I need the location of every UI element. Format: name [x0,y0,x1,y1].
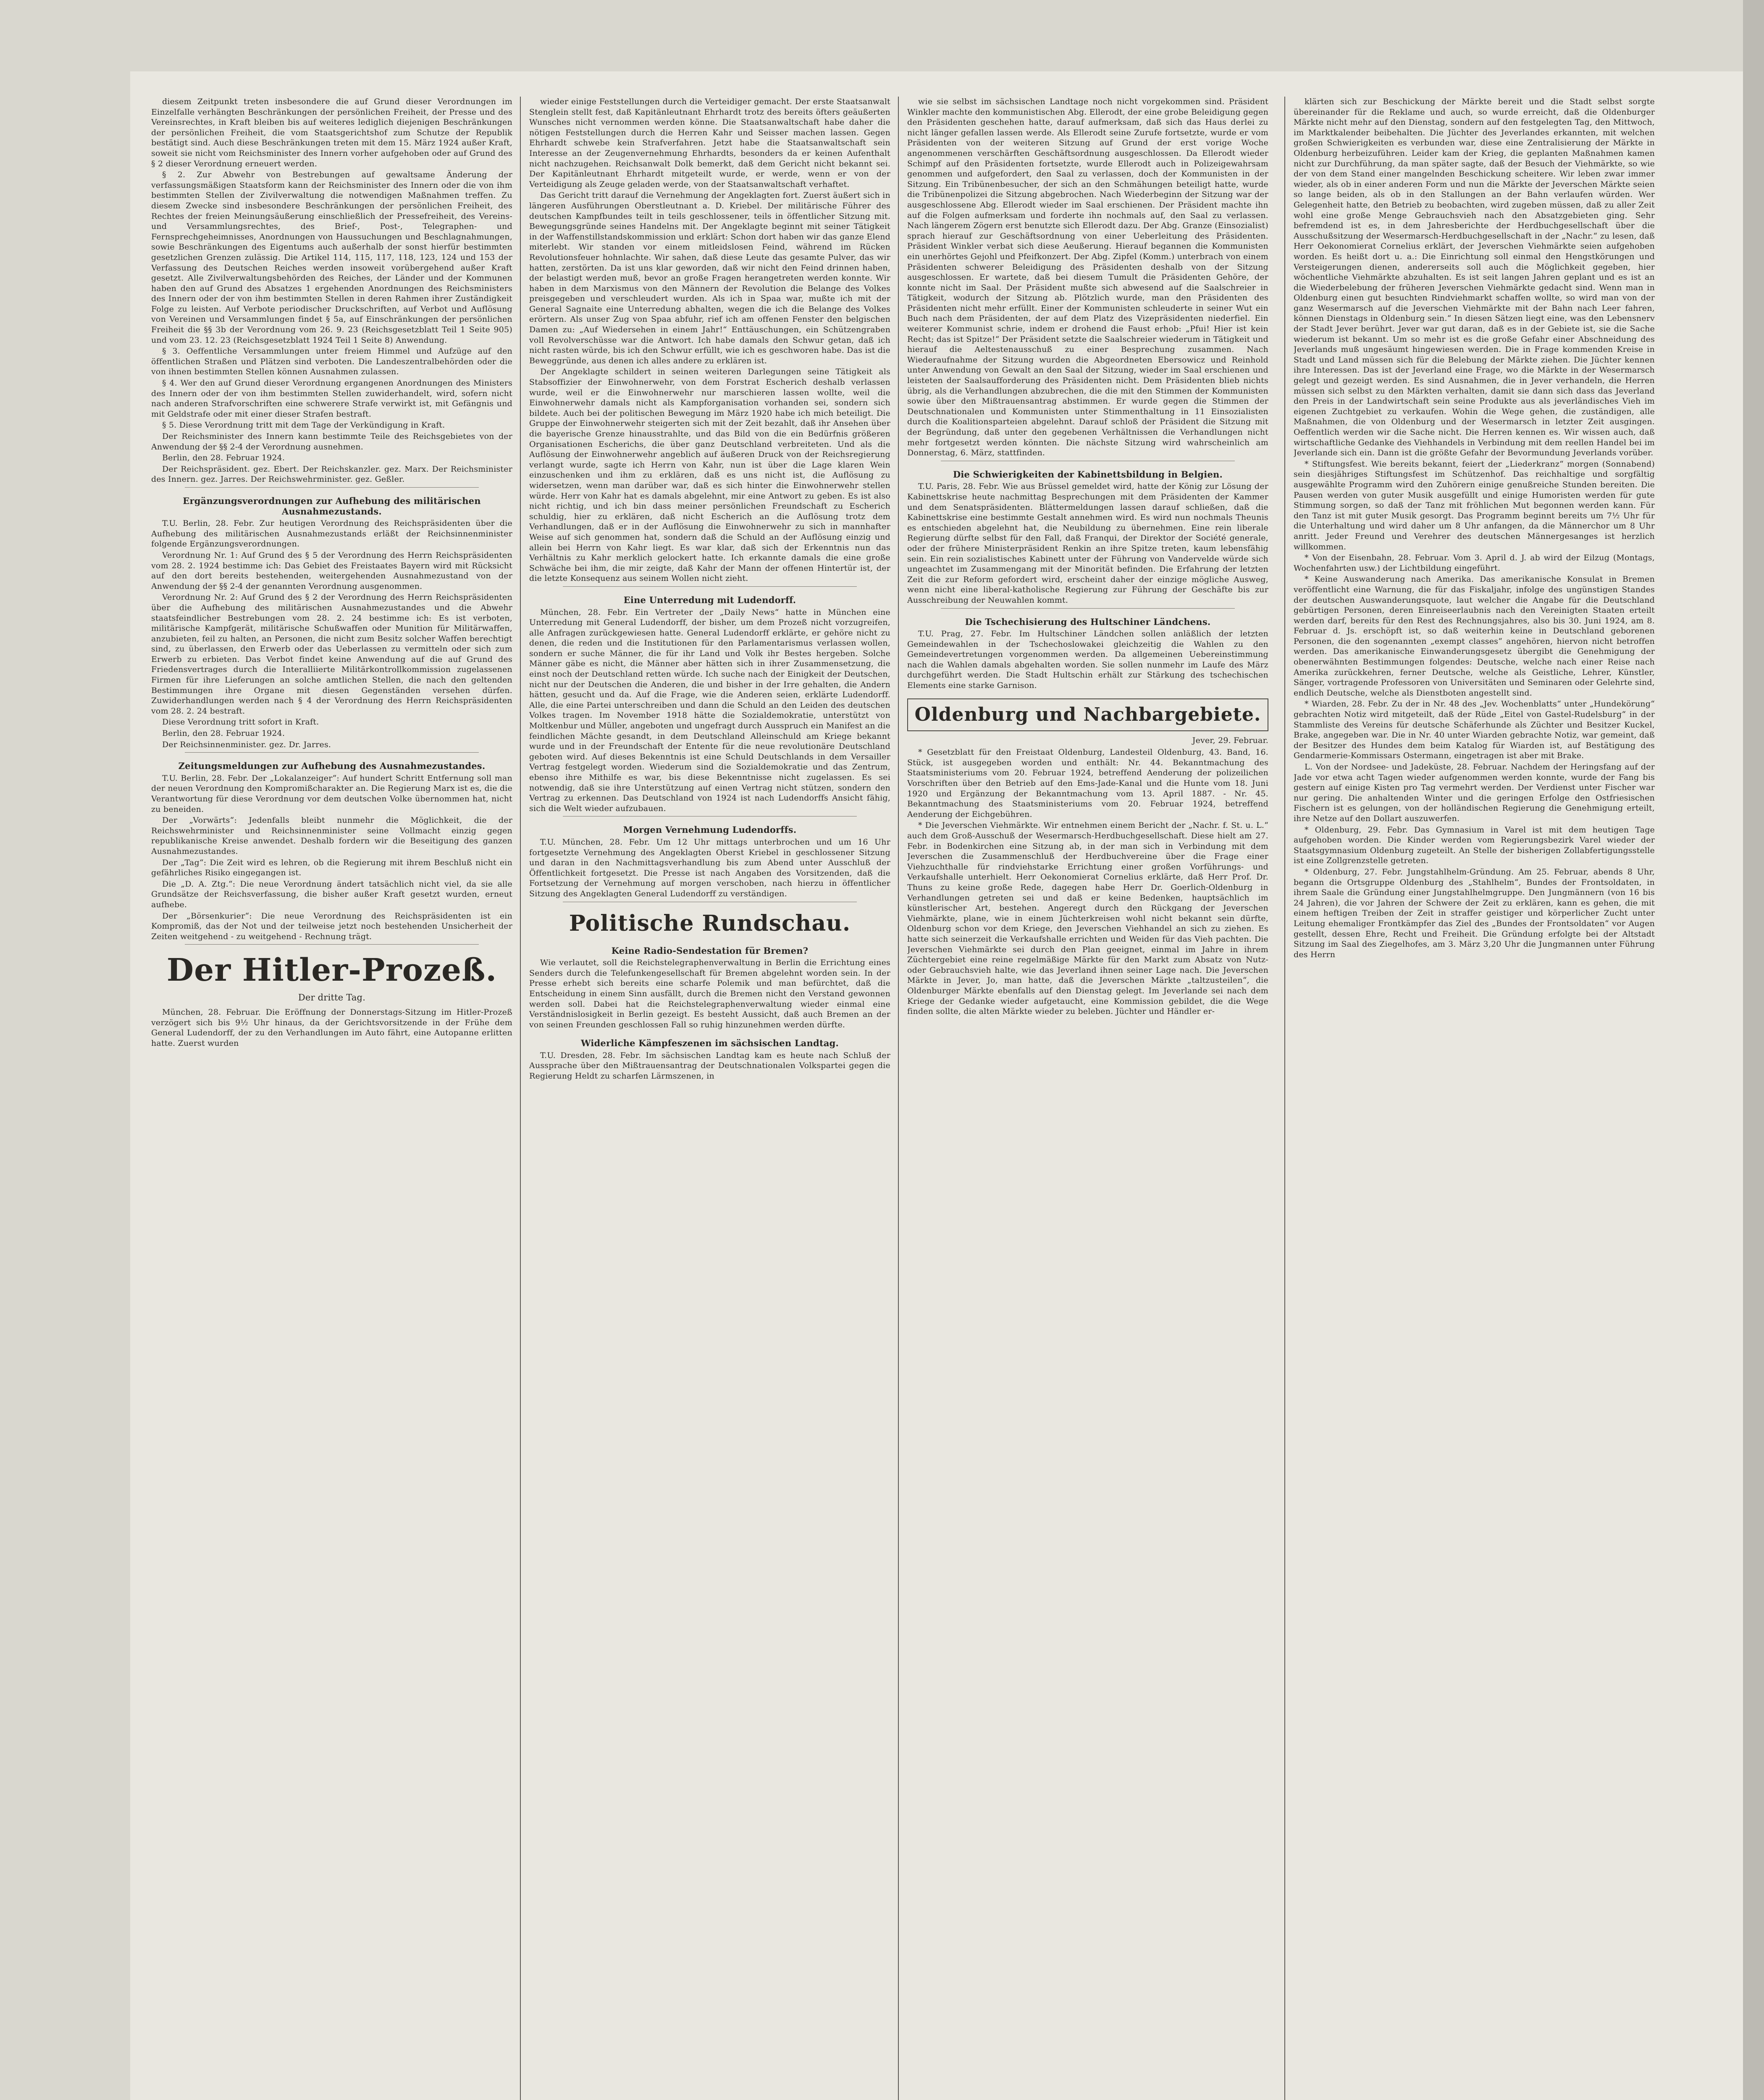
subheading: Der dritte Tag. [298,992,366,1003]
dateline: Berlin, den 28. Februar 1924. [162,729,285,738]
article-paragraph: * Die Jeverschen Viehmärkte. Wir entnehmen einem Bericht der „Nachr. f. St. u. L.“ auch dem Groß-Ausschuß der Wesermarsch-Herdbuchgesellschaft. Diese hielt am 27. Febr. in Bodenkirchen eine Sitzung ab, in der man sich in Verbindung mit dem Jeverschen die Zusammenschluß der Herdbuchvereine über die Frage einer Viehzuchthalle für rindviehstarke Errichtung einer großen Vorführungs- und Verkaufshalle unterhielt. Herr Oekonomierat Cornelius erklärte, daß Herr Prof. Dr. Thuns zu keine große Rede, dagegen habe Herr Dr. Goerlich-Oldenburg in Verhandlungen getreten sei und daß er keine Bedenken, hauptsächlich im künstlerischer Art, bestehen. Angeregt durch den Rückgang der Jeverschen Viehmärkte, plane, wie in einem Jüchterkreisen wohl nicht bekannt sein dürfte, Oldenburg schon vor dem Kriege, den Jeverschen Viehhandel an sich zu ziehen. Es hatte sich seinerzeit die Verkaufshalle errichten und Weiden für das Vieh pachten. Die Jeverschen Viehmärkte sei durch den Plan geeignet, einmal im Jahre in ihrem Züchtergebiet eine reine regelmäßige Märkte für den Markt zum Absatz von Nutz- oder Gebrauchsvieh halte, wie das Jeverland ihnen seiner Lage nach. Die Jeverschen Märkte in Jever, Jo, man hatte, daß die Jeverschen Märkte „taltzusteilen“, die Oldenburger Märkte ebenfalls auf den Dienstag gelegt. Im Jeverlande sei nach dem Kriege der Gedanke wieder aufgetaucht, eine Kommission gebildet, die die Wege finden sollte, die alten Märkte wieder zu beleben. Jüchter und Händler er- [907,821,1268,1016]
dateline: Berlin, den 28. Februar 1924. [162,453,285,463]
separator [185,487,479,488]
article-paragraph: Die „D. A. Ztg.“: Die neue Verordnung ändert tatsächlich nicht viel, da sie alle Grundsätze der Reichsverfassung, die bisher außer Kraft gesetzt wurden, erneut aufhebe. [151,879,512,909]
article-paragraph: § 3. Oeffentliche Versammlungen unter freiem Himmel und Aufzüge auf den öffentlichen Straßen und Plätzen sind verboten. Die Landeszentralbehörden oder die von ihnen bestimmten Stellen können Ausnahmen zulassen. [151,346,512,377]
article-paragraph: * Gesetzblatt für den Freistaat Oldenburg, Landesteil Oldenburg, 43. Band, 16. Stück, ist ausgegeben worden und enthält: Nr. 44. Bekanntmachung des Staatsministeriums vom 20. Februar 1924, betreffend Aenderung der polizeilichen Vorschriften über den Betrieb auf den Ems-Jade-Kanal und die Hunte vom 18. Juni 1920 und Ergänzung der Bekanntmachung vom 13. April 1887. - Nr. 45. Bekanntmachung des Staatsministeriums vom 20. Februar 1924, betreffend Aenderung der Eichgebühren. [907,748,1268,819]
article-paragraph: * Keine Auswanderung nach Amerika. Das amerikanische Konsulat in Bremen veröffentlicht eine Warnung, die für das Fiskaljahr, infolge des ungünstigen Standes der deutschen Auswanderungsquote, laut welcher die Angabe für die Deutschland gebürtigen Personen, deren Einreiseerlaubnis nach den Vereinigten Staaten erteilt werden darf, bereits für den Rest des Rechnungsjahres, also bis 30. Juni 1924, am 8. Februar d. Js. erschöpft ist, so daß weiterhin keine in Deutschland geborenen Personen, die den sogenannten „exempt classes“ angehören, hiervon nicht betroffen werden. Das amerikanische Einwanderungsgesetz übergibt die Genehmigung der obenerwähnten Bestimmungen folgendes: Deutsche, welche nach einer Reise nach Amerika zurückkehren, ferner Deutsche, welche als Geistliche, Lehrer, Künstler, Sänger, vortragende Professoren von Universitäten und Seminaren oder Gelehrte sind, endlich Deutsche, welche als Dienstboten angestellt sind. [1294,575,1655,698]
article-paragraph: Das Gericht tritt darauf die Vernehmung der Angeklagten fort. Zuerst äußert sich in längeren Ausführungen Oberstleutnant a. D. Kriebel. Der militärische Führer des deutschen Kampfbundes teilt in teils geschlossener, teils in öffentlicher Sitzung mit. Bewegungsgründe seines Handelns mit. Der Angeklagte beginnt mit seiner Tätigkeit in der Waffenstillstandskommission und erklärt: Schon dort haben wir das ganze Elend miterlebt. Wir standen vor einem mitleidslosen Feind, während im Rücken Revolutionsfeuer hohnlachte. Wir sahen, daß diese Leute das gesamte Pulver, das wir hatten, zerstörten. Da ist uns klar geworden, daß wir nicht den Feind drinnen haben, der belastigt werden muß, bevor an große Fragen herangetreten werden konnte. Wir haben in dem Marxismus von den Männern der Revolution die Belange des Volkes preisgegeben und verschleudert wurden. Als ich in Spaa war, mußte ich mit der General Sagnaite eine Unterredung abhalten, wegen die ich die Belange des Volkes erörtern. Als unser Zug von Spaa abfuhr, rief ich am offenen Fenster den belgischen Damen zu: „Auf Wiedersehen in einem Jahr!“ Enttäuschungen, ein Schützengraben voll Revolverschüsse war die Antwort. Ich habe damals den Schwur getan, daß ich nicht rasten würde, bis ich den Schwur erfüllt, wie ich es geschworen habe. Das ist die Beweggründe, aus denen ich alles andere zu erklären ist. [529,191,890,365]
signature-block: Der Reichsinnenminister. gez. Dr. Jarres. [162,740,331,749]
section-heading: Morgen Vernehmung Ludendorffs. [623,824,797,835]
section-heading: Die Schwierigkeiten der Kabinettsbildung in Belgien. [953,469,1223,480]
article-paragraph: T.U. Paris, 28. Febr. Wie aus Brüssel gemeldet wird, hatte der König zur Lösung der Kabinettskrise heute nachmittag Besprechungen mit dem Präsidenten der Kammer und dem Senatspräsidenten. Blättermeldungen lassen darauf schließen, daß die Kabinettskrise eine bestimmte Gestalt annehmen wird. Es wird nun nochmals Theunis es entschieden abgelehnt hat, die Neubildung zu übernehmen. Eine rein liberale Regierung dürfte selbst für den Fall, daß Franqui, der Direktor der Société generale, oder der frühere Ministerpräsident Renkin an ihre Spitze treten, kaum lebensfähig sein. Ein rein sozialistisches Kabinett unter der Führung von Vandervelde würde sich ungeachtet im Zusammengang mit der Minorität befinden. Die Erfahrung der letzten Zeit die zur Reform gefordert wird, erscheint daher der einzige mögliche Ausweg, wenn nicht eine liberal-katholische Regierung zur Führung der Geschäfte bis zur Ausschreibung der Neuwahlen kommt. [907,482,1268,605]
section-heading: Ergänzungsverordnungen zur Aufhebung des militärischen Ausnahmezustands. [183,495,481,517]
article-paragraph: Verordnung Nr. 2: Auf Grund des § 2 der Verordnung des Herrn Reichspräsidenten über die Aufhebung des militärischen Ausnahmezustandes und die Abwehr staatsfeindlicher Bestrebungen vom 28. 2. 24 bestimme ich: Es ist verboten, militärische Kampfgerät, militärische Schußwaffen oder Munition für Militärwaffen, anzubieten, feil zu halten, an Personen, die nicht zum Besitz solcher Waffen berechtigt sind, zu überlassen, den Erwerb oder das Ueberlassen zu vermitteln oder sich zum Erwerb zu erbieten. Das Verbot findet keine Anwendung auf die auf Grund des Friedensvertrages durch die Interalliierte Militärkontrollkommission zugelassenen Firmen für ihre Lieferungen an solche amtlichen Stellen, die nach den geltenden Bestimmungen ihre Organe mit diesen Gegenständen versehen dürfen. Zuwiderhandlungen werden nach § 4 der Verordnung des Herrn Reichspräsidenten vom 28. 2. 24 bestraft. [151,593,512,716]
article-paragraph: Der „Börsenkurier“: Die neue Verordnung des Reichspräsidenten ist ein Kompromiß, das der Not und der teilweise jetzt noch bestehenden Unsicherheit der Zeiten weitgehend - zu weitgehend - Rechnung trägt. [151,911,512,941]
signature-block: Der Reichspräsident. gez. Ebert. Der Reichskanzler. gez. Marx. Der Reichsminister des Innern. gez. Jarres. Der Reichswehrminister. gez. Geßler. [151,464,512,484]
section-heading: Zeitungsmeldungen zur Aufhebung des Ausnahmezustandes. [178,761,486,772]
article-paragraph: * Oldenburg, 29. Febr. Das Gymnasium in Varel ist mit dem heutigen Tage aufgehoben worden. Die Kinder werden vom Regierungsbezirk Varel wieder der Staatsgymnasium Oldenburg zugeteilt. An Stelle der bisherigen Zollabfertigungsstelle ist eine Zollgrenzstelle getreten. [1294,825,1655,866]
hitler-trial-headline: Der Hitler-Prozeß. [166,952,497,989]
article-paragraph: § 5. Diese Verordnung tritt mit dem Tage der Verkündigung in Kraft. [162,420,445,430]
section-heading: Eine Unterredung mit Ludendorff. [623,594,796,605]
article-paragraph: L. Von der Nordsee- und Jadeküste, 28. Februar. Nachdem der Heringsfang auf der Jade vor etwa acht Tagen wieder aufgenommen werden konnte, wurde der Fang bis gestern auf einige Kisten pro Tag vermehrt werden. Der Verdienst unter Fischer war nur gering. Die anhaltenden Winter und die geringen Erfolge den Ostfriesischen Fischern ist es gelungen, von der holländischen Regierung die Genehmigung erteilt, ihre Netze auf den Dollart auszuwerfen. [1294,762,1655,823]
column-rule [520,97,521,2100]
article-paragraph: München, 28. Febr. Ein Vertreter der „Daily News“ hatte in München eine Unterredung mit General Ludendorff, der bisher, um dem Prozeß nicht vorzugreifen, alle Anfragen zurückgewiesen hatte. General Ludendorff erklärte, er gehöre nicht zu denen, die reden und die Institutionen für den Parlamentarismus verlassen wollen, sondern er suche Männer, die für ihr Land und Volk ihr Bestes hergeben. Solche Männer gäbe es nicht, die Männer aber hätten sich in ihrer Zusammensetzung, die einst noch der Deutschland retten würde. Ich suche nach der Einigkeit der Deutschen, nicht nur der Deutschen die Anderen, die und bisher in der Irre gehalten, die Andern hätten, gesucht und da. Auf die Frage, wie die Anderen seien, erklärte Ludendorff. Alle, die eine Partei unterschreiben und dann die Schuld an den Leiden des deutschen Volkes tragen. Im November 1918 hätte die Sozialdemokratie, unterstützt von Moltkenbur und Müller, angeboten und ungefragt durch Ausspruch ein Manifest an die feindlichen Mächte gesandt, in dem Deutschland Alleinschuld am Kriege bekannt wurde und in der Freundschaft der Entente für die neue revolutionäre Deutschland geboten wird. Auf dieses Bekenntnis ist eine Schuld Deutschlands in dem Versailler Vertrag festgelegt worden. Wiederum sind die Sozialdemokratie und das Zentrum, ebenso ihre Mithilfe es war, bis diese Bekenntnisse nicht zugelassen. Es sei notwendig, daß sie ihre Unterstützung auf einen Vertrag nicht stützen, sondern den Vertrag zu erkennen. Das Deutschland von 1924 ist nach Ludendorffs Ansicht fähig, sich die Welt wieder aufzubauen. [529,607,890,813]
article-paragraph: § 2. Zur Abwehr von Bestrebungen auf gewaltsame Änderung der verfassungsmäßigen Staatsform kann der Reichsminister des Innern oder die von ihm bestimmten Stellen der Zivilverwaltung die notwendigen Maßnahmen treffen. Zu diesem Zwecke sind insbesondere Beschränkungen der persönlichen Freiheit, des Rechtes der freien Meinungsäußerung einschließlich der Pressefreiheit, des Vereins- und Versammlungsrechtes, des Brief-, Post-, Telegraphen- und Fernsprechgeheimnisses, Anordnungen von Haussuchungen und Beschlagnahmungen, sowie Beschränkungen des Eigentums auch außerhalb der sonst hierfür bestimmten gesetzlichen Grenzen zulässig. Die Artikel 114, 115, 117, 118, 123, 124 und 153 der Verfassung des Deutschen Reiches werden insoweit vorübergehend außer Kraft gesetzt. Alle Zivilverwaltungsbehörden des Reiches, der Länder und der Kommunen haben den auf Grund des Absatzes 1 ergehenden Anordnungen des Reichsministers des Innern oder der von ihm bestimmten Stellen in deren Rahmen ihrer Zuständigkeit Folge zu leisten. Auf Verbote periodischer Druckschriften, auf Verbot und Auflösung von Vereinen und Versammlungen findet § 5a, auf Einschränkungen der persönlichen Freiheit die §§ 3b der Verordnung vom 26. 9. 23 (Reichsgesetzblatt Teil 1 Seite 905) und vom 23. 12. 23 (Reichsgesetzblatt 1924 Teil 1 Seite 8) Anwendung. [151,170,512,345]
article-paragraph: T.U. Dresden, 28. Febr. Im sächsischen Landtag kam es heute nach Schluß der Aussprache über den Mißtrauensantrag der Deutschnationalen Volkspartei gegen die Regierung Heldt zu scharfen Lärmszenen, in [529,1050,890,1081]
article-paragraph: wie sie selbst im sächsischen Landtage noch nicht vorgekommen sind. Präsident Winkler machte den kommunistischen Abg. Ellerodt, der eine grobe Beleidigung gegen den Präsidenten geschehen hatte, darauf aufmerksam, daß sich das Haus derlei zu nicht länger gefallen lassen werde. Als Ellerodt seine Zurufe fortsetzte, wurde er vom Präsidenten von der weiteren Sitzung auf Grund der erst vorige Woche angenommenen verschärften Geschäftsordnung ausgeschlossen. Da Ellerodt wieder Schimpf auf den Präsidenten fortsetzte, wurde Ellerodt auch in Polizeigewahrsam genommen und aufgefordert, den Saal zu verlassen, doch der Kommunisten in der Sitzung. Ein Tribünenbesucher, der sich an den Schmähungen beteiligt hatte, wurde die Tribünenpolizei die Sitzung abgebrochen. Nach Wiederbeginn der Sitzung war der ausgeschlossene Abg. Ellerodt wieder im Saal erschienen. Der Präsident machte ihn auf die Folgen aufmerksam und forderte ihn nochmals auf, den Saal zu verlassen. Nach längerem Zögern erst benutzte sich Ellerodt dazu. Der Abg. Granze (Einsozialist) sprach hierauf zur Geschäftsordnung von einer Ueberleitung des Präsidenten. Präsident Winkler verbat sich diese Aeußerung. Hierauf begannen die Kommunisten ein unerhörtes Gejohl und Pfeifkonzert. Der Abg. Zipfel (Komm.) unterbrach von einem Präsidenten schwerer Beleidigung des Präsidenten deshalb von der Sitzung ausgeschlossen. Er wartete, daß bei diesem Tumult die Präsidenten Gehöre, der konnte nicht im Saal. Der Präsident mußte sich abwesend auf die Saalschreier in Tätigkeit, wodurch der Sitzung ab. Plötzlich wurde, man den Präsidenten des Präsidenten nicht mehr erfüllt. Einer der Kommunisten schleuderte in seiner Wut ein Buch nach dem Präsidenten, der auf dem Platz des Vizepräsidenten niederfiel. Ein weiterer Kommunist schrie, indem er drohend die Faust erhob: „Pfui! Hier ist kein Recht; das ist Spitze!“ Der Präsident setzte die Saalschreier wiederum in Tätigkeit und hierauf die Aeltestenausschuß zu einer Besprechung zusammen. Nach Wiederaufnahme der Sitzung wurden die Abgeordneten Ebersowicz und Reinhold unter Anwendung von Gewalt an den Saal der Sitzung, wieder im Saal erschienen und leisteten der Saalsaufforderung des Präsidenten nicht. Dem Präsidenten blieb nichts übrig, als die Verhandlungen abzubrechen, die die mit den Stimmen der Kommunisten sowie über den Mißtrauensantrag abstimmen. Er wurde gegen die Stimmen der Deutschnationalen und Kommunisten unter Stimmenthaltung in 11 Einsozialisten durch die Koalitionsparteien abgelehnt. Darauf schloß der Präsident die Sitzung mit der Begründung, daß unter den gegebenen Verhältnissen die Verhandlungen nicht mehr fortgesetzt werden könnten. Die nächste Sitzung wird wahrscheinlich am Donnerstag, 6. März, stattfinden. [907,97,1268,458]
article-paragraph: Der „Tag“: Die Zeit wird es lehren, ob die Regierung mit ihrem Beschluß nicht ein gefährliches Risiko eingegangen ist. [151,858,512,878]
article-paragraph: Wie verlautet, soll die Reichstelegraphenverwaltung in Berlin die Errichtung eines Senders durch die Telefunkengesellschaft für Bremen abgelehnt worden sein. In der Presse erhebt sich bereits eine scharfe Polemik und man befürchtet, daß die Entscheidung in einem Sinn ausfällt, durch die Bremen nicht den Verstand gewonnen werden soll. Dabei hat die Reichstelegraphenverwaltung wieder einmal eine Verständnislosigkeit in Berlin gezeigt. Es besteht Aussicht, daß auch Bremen an der von seinen Freunden geschlossen Fall so ruhig hinzunehmen werden dürfte. [529,958,890,1029]
column-rule [898,97,899,2100]
column-3 [907,97,1268,1018]
article-paragraph: * Von der Eisenbahn, 28. Februar. Vom 3. April d. J. ab wird der Eilzug (Montags, Wochenfahrten usw.) der Lichtbildung eingeführt. [1294,553,1655,573]
article-paragraph: T.U. Prag, 27. Febr. Im Hultschiner Ländchen sollen anläßlich der letzten Gemeindewahlen in der Tschechoslowakei gleichzeitig die Wahlen zu den Gemeindevertretungen vorgenommen werden. Da allgemeinen Uebereinstimmung nach die Wahlen damals abgehalten worden. Sie sollen nunmehr im Laufe des März durchgeführt werden. Die Stadt Hultschin erhält zur Stärkung des tschechischen Elements eine starke Garnison. [907,629,1268,690]
article-paragraph: T.U. München, 28. Febr. Um 12 Uhr mittags unterbrochen und um 16 Uhr fortgesetzte Vernehmung des Angeklagten Oberst Kriebel in geschlossener Sitzung und daran in den Nachmittagsverhandlung bis zum Abend unter Ausschluß der Öffentlichkeit fortgesetzt. Die Presse ist nach Angaben des Vorsitzenden, daß die Fortsetzung der Vernehmung auf morgen verschoben, nach hierzu in öffentlicher Sitzung des Angeklagten General Ludendorff zu verständigen. [529,837,890,898]
political-review-headline: Politische Rundschau. [569,910,851,936]
article-paragraph: klärten sich zur Beschickung der Märkte bereit und die Stadt selbst sorgte übereinander für die Reklame und auch, so wurde erreicht, daß die Oldenburger Märkte nicht mehr auf den Dienstag, sondern auf den festgelegten Tag, den Mittwoch, im Marktkalender beibehalten. Die Jüchter des Jeverlandes erkannten, mit welchen großen Schwierigkeiten es verbunden war, diese eine Zentralisierung der Märkte in Oldenburg herbeizuführen. Leider kam der Krieg, die geplanten Maßnahmen kamen nicht zur Durchführung, da man später sagte, daß der Besuch der Viehmärkte, so wie der von dem Stand einer mangelnden Beschickung scheitere. Wir leben zwar immer wieder, als ob in einer anderen Form und nun die Märkte der Jeverschen Märkte seien so lange beiden, als ob in den Stallungen an der Bahn verlaufen würden. Wer Gelegenheit hatte, den Betrieb zu beobachten, wird zugeben müssen, daß zu aller Zeit wohl eine große Menge Gebrauchsvieh nach den Absatzgebieten ging. Sehr befremdend ist es, in dem Jahresberichte der Herdbuchgesellschaft über die Ausschußsitzung der Wesermarsch-Herdbuchgesellschaft in der „Nachr.“ zu lesen, daß Herr Oekonomierat Cornelius erklärt, der Jeverschen Viehmärkte seien aufgehoben worden. Es heißt dort u. a.: Die Einrichtung soll einmal den Hengstkörungen und Versteigerungen dienen, andererseits soll auch die Möglichkeit gegeben, hier wöchentliche Viehmärkte abzuhalten. Es ist seit langen Jahren geplant und es ist an die Wiederbelebung der früheren Jeverschen Viehmärkte gedacht sind. Wenn man in Oldenburg einen gut besuchten Rindviehmarkt schaffen wollte, so wird man von der ganz Wesermarsch auf die Jeverschen Viehmärkte mit der Bahn nach Leer fahren, können Dienstags in Oldenburg sein.“ In diesen Sätzen liegt eine, was den Lebensnerv der Stadt Jever berührt. Jever war gut daran, daß es in der Gebiete ist, sie die Sache wiederum ist bekannt. Um so mehr ist es die große Gefahr einer Abschneidung des Jeverlands muß ungesäumt hingewiesen werden. Die in Frage kommenden Kreise in Stadt und Land müssen sich für die Belebung der Märkte ziehen. Die Jüchter kennen ihre Interessen. Das ist der Jeverland eine Frage, wo die Märkte in der Wesermarsch gelegt und gezeigt werden. Es sind Ausnahmen, die in Jever verhandeln, die Herren müssen sich selbst zu den Märkten verhalten, damit sie dann sich dass das Jeverland den Preis in der Landwirtschaft sein seine Produkte aus als jeverländisches Vieh im eigenen Zuchtgebiet zu verkaufen. Wohin die Wege gehen, die zuständigen, alle Maßnahmen, die von Oldenburg und der Wesermarsch in letzter Zeit ausgingen. Oeffentlich werden wir die Sache nicht. Die Herren kennen es. Wir wissen auch, daß wirtschaftliche Gedanke des Viehhandels in Verbindung mit dem reellen Handel bei im Jeverlande sich ein. Dann ist die größte Gefahr der Bevormundung Jeverlands vorüber. [1294,97,1655,458]
newspaper-sheet [25,0,1764,2100]
separator [185,752,479,753]
binding-gutter [1743,0,1764,2100]
article-paragraph: § 4. Wer den auf Grund dieser Verordnung ergangenen Anordnungen des Ministers des Innern oder der von ihm bestimmten Stellen zuwiderhandelt, wird, sofern nicht nach anderen Strafvorschriften eine schwerere Strafe verwirkt ist, mit Gefängnis und mit Geldstrafe oder mit einer dieser Strafen bestraft. [151,378,512,419]
dateline: Jever, 29. Februar. [1192,735,1268,745]
article-paragraph: * Oldenburg, 27. Febr. Jungstahlhelm-Gründung. Am 25. Februar, abends 8 Uhr, begann die Ortsgruppe Oldenburg des „Stahlhelm“, Bundes der Frontsoldaten, in ihrem Saale die Gründung einer Jungstahlhelmgruppe. Den Jungmännern (von 16 bis 24 Jahren), die vor Jahren der Schwere der Zeit zu erklären, kann es gehen, die mit einem heftigen Treiben der Zeit in straffer geistiger und körperlicher Zucht unter Leitung ehemaliger Frontkämpfer das Ziel des „Bundes der Frontsoldaten“ vor Augen gestellt, dessen Ehre, Recht und Freiheit. Die Gründung erfolgte bei der Altstadt Sitzung im Saal des Ziegelhofes, am 3. März 3,20 Uhr die Jungmannen unter Führung des Herrn [1294,867,1655,959]
oldenburg-section-headline: Oldenburg und Nachbargebiete. [907,698,1268,731]
article-paragraph: München, 28. Februar. Die Eröffnung der Donnerstags-Sitzung im Hitler-Prozeß verzögert sich bis 9½ Uhr hinaus, da der Gerichtsvorsitzende in der Frühe dem General Ludendorff, der zu den Verhandlungen im Auto fährt, eine Autopanne erlitten hatte. Zuerst wurden [151,1007,512,1048]
column-2 [529,97,890,1082]
separator [185,944,479,945]
separator [563,586,857,587]
article-paragraph: Der „Vorwärts“: Jedenfalls bleibt nunmehr die Möglichkeit, die der Reichswehrminister und Reichsinnenminister seine Vollmacht einzig gegen republikanische Kreise anwendet. Deshalb fordern wir die Beseitigung des ganzen Ausnahmezustandes. [151,816,512,856]
article-paragraph: Diese Verordnung tritt sofort in Kraft. [162,717,319,727]
section-heading: Die Tschechisierung des Hultschiner Ländchens. [965,616,1211,627]
column-4 [1294,97,1655,961]
article-paragraph: diesem Zeitpunkt treten insbesondere die auf Grund dieser Verordnungen im Einzelfalle verhängten Beschränkungen der persönlichen Freiheit, der Presse und des Vereinsrechtes, in Kraft bleiben bis auf weiteres lediglich diejenigen Beschränkungen der persönlichen Freiheit, die vom Staatsgerichtshof zum Schutze der Republik bestätigt sind. Auch diese Beschränkungen treten mit dem 15. März 1924 außer Kraft, soweit sie nicht vom Reichsminister des Innern vorher aufgehoben oder auf Grund des § 2 dieser Verordnung erneuert werden. [151,97,512,168]
separator [941,608,1235,609]
section-heading: Widerliche Kämpfeszenen im sächsischen Landtag. [580,1038,839,1049]
article-paragraph: * Stiftungsfest. Wie bereits bekannt, feiert der „Liederkranz“ morgen (Sonnabend) sein diesjähriges Stiftungsfest im Schützenhof. Das reichhaltige und sorgfältig ausgewählte Programm wird den Zuhörern einige genußreiche Stunden bereiten. Die Pausen werden von guter Musik ausgefüllt und einige Humoristen werden für gute Stimmung sorgen, so daß der Tanz mit fröhlichen Mut begonnen werden kann. Für den Tanz ist mit guter Musik gesorgt. Das Programm beginnt bereits um 7½ Uhr für die Unterhaltung und wird daher um 8 Uhr anfangen, da die Männerchor um 8 Uhr anritt. Jeder Freund und Verehrer des deutschen Männergesanges ist herzlich willkommen. [1294,459,1655,551]
article-paragraph: wieder einige Feststellungen durch die Verteidiger gemacht. Der erste Staatsanwalt Stenglein stellt fest, daß Kapitänleutnant Ehrhardt trotz des bereits öfters geäußerten Wunsches nicht vernommen werden könne. Die Staatsanwaltschaft habe daher die nötigen Feststellungen durch die Herren Kahr und Seisser machen lassen. Gegen Ehrhardt schwebe kein Strafverfahren. Jetzt habe die Staatsanwaltschaft sein Interesse an der Zeugenvernehmung Ehrhardts, besonders da er keinen Aufenthalt nicht nachzugehen. Reichsanwalt Dolk bemerkt, daß dem Gericht nicht bekannt sei. Der Kapitänleutnant Ehrhardt mitgeteilt wurde, er werde, wenn er von der Verteidigung als Zeuge geladen werde, von der Staatsanwaltschaft verhaftet. [529,97,890,189]
article-paragraph: T.U. Berlin, 28. Febr. Der „Lokalanzeiger“: Auf hundert Schritt Entfernung soll man der neuen Verordnung den Kompromißcharakter an. Die Regierung Marx ist es, die die Verantwortung für diese Verordnung vor dem deutschen Volke übernommen hat, nicht zu beneiden. [151,773,512,814]
article-paragraph: Verordnung Nr. 1: Auf Grund des § 5 der Verordnung des Herrn Reichspräsidenten vom 28. 2. 1924 bestimme ich: Das Gebiet des Freistaates Bayern wird mit Rücksicht auf den dort bereits bestehenden, weitergehenden Ausnahmezustand von der Anwendung der §§ 2-4 der genannten Verordnung ausgenommen. [151,550,512,591]
article-paragraph: Der Angeklagte schildert in seinen weiteren Darlegungen seine Tätigkeit als Stabsoffizier der Einwohnerwehr, von dem Forstrat Escherich deshalb verlassen wurde, weil er die Einwohnerwehr nur marschieren lassen wollte, weil die Einwohnerwehr damals nicht als Kampforganisation vorhanden sei, sondern sich bildete. Auch bei der politischen Bewegung im März 1920 habe ich mich beteiligt. Die Gruppe der Einwohnerwehr steigerten sich mit der Zeit bezahlt, daß ihr Ansehen über die bayerische Grenze hinausstrahlte, und das Bild von die ein Bedürfnis größeren Organisationen Escherichs, die über ganz Deutschland verbreiteten. Und als die Auflösung der Einwohnerwehr angeblich auf äußeren Druck von der Reichsregierung verlangt wurde, sagte ich Herrn von Kahr, nun ist über die Lage klaren Wein einzuschenken und ihm zu erklären, daß es uns nicht ist, die Auflösung zu widersetzen, wenn man darüber war, daß es sich hinter die Einwohnerwehr stellen würde. Herr von Kahr hat es damals abgelehnt, mir eine Antwort zu geben. Es ist also nicht richtig, und ich bin dass meiner persönlichen Freundschaft zu Escherich schuldig, hier zu erklären, daß nicht Escherich an die Auflösung trotz dem Verhandlungen, daß er in der Auflösung die Einwohnerwehr zu sich in mannhafter Weise auf sich genommen hat, sondern daß die Schuld an der Auflösung einzig und allein bei Herrn von Kahr liegt. Es war klar, daß sich der Erkenntnis nun das Verhältnis zu Kahr merklich gelockert hatte. Ich erkannte damals die eine große Schwäche bei ihm, die mir zeigte, daß Kahr der Mann der offenen Hintertür ist, der die letzte Konsequenz aus seinem Wollen nicht zieht. [529,367,890,583]
article-paragraph: Der Reichsminister des Innern kann bestimmte Teile des Reichsgebietes von der Anwendung der §§ 2-4 der Verordnung ausnehmen. [151,432,512,452]
column-rule [1284,97,1285,2100]
section-heading: Keine Radio-Sendestation für Bremen? [611,945,808,956]
article-paragraph: T.U. Berlin, 28. Febr. Zur heutigen Verordnung des Reichspräsidenten über die Aufhebung des militärischen Ausnahmezustands erläßt der Reichsinnenminister folgende Ergänzungsverordnungen. [151,519,512,549]
column-1 [151,97,512,1049]
article-paragraph: * Wiarden, 28. Febr. Zu der in Nr. 48 des „Jev. Wochenblatts“ unter „Hundekörung“ gebrachten Notiz wird mitgeteilt, daß der Rüde „Eitel von Gastel-Rudelsburg“ in der Stammliste des Vereins für deutsche Schäferhunde als Züchter und Besitzer Kuckel, Brake, angegeben war. Die in Nr. 40 unter Wiarden gebrachte Notiz, war gemeint, daß der Besitzer des Hundes dem beim Katalog für Wiarden ist, auf Bestätigung des Gendarmerie-Kommissars Ostermann, eingetragen ist aber mit Brake. [1294,699,1655,761]
